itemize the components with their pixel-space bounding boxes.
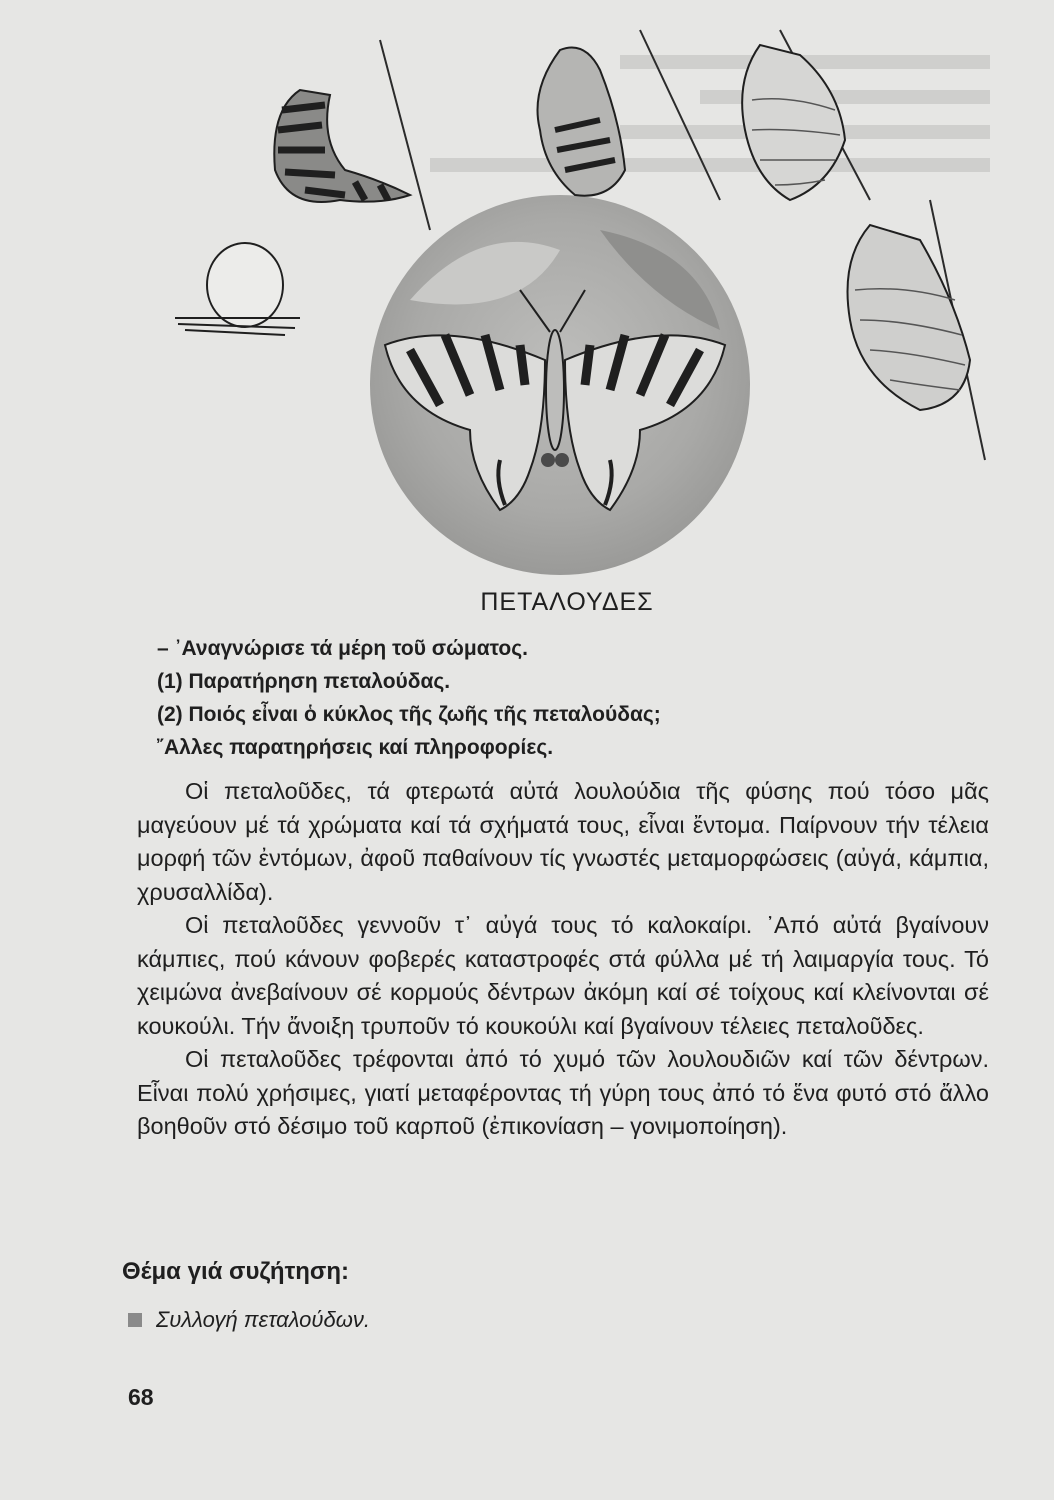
caterpillar-figure [274,90,410,202]
task-list [157,632,661,764]
empty-chrysalis-figure [848,225,971,410]
task-item: ῎Αλλες παρατηρήσεις καί πληροφορίες. [157,736,554,759]
discussion-heading: Θέμα γιά συζήτηση: [122,1258,350,1285]
task-item: (1) Παρατήρηση πεταλούδας. [157,670,451,693]
paragraph: Οἱ πεταλοῦδες γεννοῦν τ᾿ αὐγά τους τό καλοκαίρι. ᾿Από αὐτά βγαίνουν κάμπιες, πού κάνουν φοβερές καταστροφές στά φύλλα μέ τή λαιμαργία τους. Τό χειμώνα ἀνεβαίνουν σέ κορμούς δέντρων ἀκόμη καί σέ τοίχους καί κλείνονται σέ κουκούλι. Τήν ἄνοιξη τρυποῦν τό κουκούλι καί βγαίνουν τέλειες πεταλοῦδες. [137,912,989,1039]
page-title: ΠΕΤΑΛΟΥΔΕΣ [480,588,654,616]
page-number: 68 [128,1384,154,1410]
task-item: – ᾿Αναγνώρισε τά μέρη τοῦ σώματος. [157,637,528,660]
egg-figure [175,243,300,335]
discussion-item-text: Συλλογή πεταλούδων. [156,1307,370,1332]
paragraph: Οἱ πεταλοῦδες, τά φτερωτά αὐτά λουλούδια τῆς φύσης πού τόσο μᾶς μαγεύουν μέ τά χρώματα καί τά σχήματά τους, εἶναι ἔντομα. Παίρνουν τήν τέλεια μορφή τῶν ἐντόμων, ἀφοῦ παθαίνουν τίς γνωστές μεταμορφώσεις (αὐγά, κάμπια, χρυσαλλίδα). [137,778,989,905]
paragraph: Οἱ πεταλοῦδες τρέφονται ἀπό τό χυμό τῶν λουλουδιῶν καί τῶν δέντρων. Εἶναι πολύ χρήσιμες, γιατί μεταφέροντας τή γύρη τους ἀπό τό ἕνα φυτό στό ἄλλο βοηθοῦν στό δέσιμο τοῦ καρποῦ (ἐπικονίαση – γονιμοποίηση). [137,1046,989,1139]
discussion-item [128,1307,370,1333]
pupation-figure [538,48,626,196]
bleed-through-lines [430,55,990,172]
square-bullet-icon [128,1313,142,1327]
butterfly-life-cycle-illustration [0,0,1054,590]
body-text [137,775,989,1144]
task-item: (2) Ποιός εἶναι ὁ κύκλος τῆς ζωῆς τῆς πεταλούδας; [157,703,661,726]
